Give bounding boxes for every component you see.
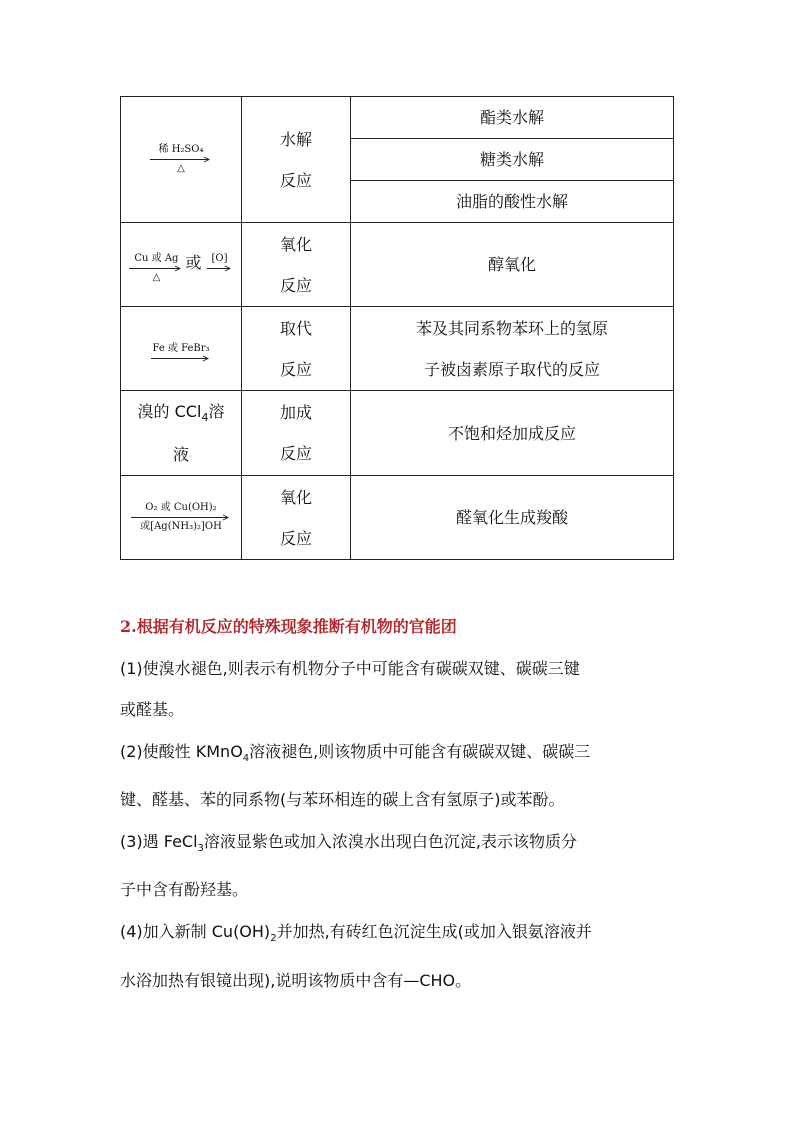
reaction-type-cell xyxy=(242,223,351,307)
condition-reagent: Fe 或 FeBr₃ xyxy=(152,342,210,354)
paragraph-text: 溶液显紫色或加入浓溴水出现白色沉淀,表示该物质分 xyxy=(203,831,578,851)
reaction-description-cell xyxy=(351,307,674,391)
table-row xyxy=(121,391,674,476)
reaction-arrow-icon xyxy=(207,265,233,272)
paragraph-3 xyxy=(120,821,680,911)
functional-group-section xyxy=(120,606,680,1001)
description-item: 糖类水解 xyxy=(351,138,673,180)
reaction-type-cell xyxy=(242,476,351,560)
reaction-type-line: 取代 xyxy=(279,318,312,338)
table-row xyxy=(121,307,674,391)
reaction-type-line: 反应 xyxy=(279,528,312,548)
reaction-type-line: 水解 xyxy=(279,129,312,149)
condition-heat: △ xyxy=(177,163,185,174)
condition-reagent: 稀 H₂SO₄ xyxy=(158,144,204,155)
reaction-type-line: 反应 xyxy=(279,275,312,295)
reaction-arrow-icon xyxy=(129,265,183,272)
reaction-description-cell xyxy=(351,476,674,560)
condition-heat: △ xyxy=(152,271,161,283)
subscript: 2 xyxy=(270,933,277,945)
description-item: 醇氧化 xyxy=(487,255,536,274)
reaction-type-cell xyxy=(242,391,351,476)
paragraph-1 xyxy=(120,648,680,731)
paragraph-line: 键、醛基、苯的同系物(与苯环相连的碳上含有氢原子)或苯酚。 xyxy=(120,790,565,810)
subscript: 4 xyxy=(201,411,209,424)
description-item: 油脂的酸性水解 xyxy=(351,180,673,222)
reaction-type-line: 反应 xyxy=(279,359,312,379)
table-row xyxy=(121,476,674,560)
paragraph-line: 水浴加热有银镜出现),说明该物质中含有—CHO。 xyxy=(120,970,472,990)
condition-reagent-line xyxy=(121,391,241,434)
subscript: 3 xyxy=(197,842,204,854)
reaction-condition-cell xyxy=(121,307,242,391)
description-item: 醛氧化生成羧酸 xyxy=(455,508,568,527)
paragraph-text: (4)加入新制 Cu(OH) xyxy=(120,921,271,941)
description-item: 子被卤素原子取代的反应 xyxy=(423,359,600,379)
reaction-type-cell xyxy=(242,307,351,391)
reaction-type-cell xyxy=(242,97,351,223)
reaction-arrow-icon xyxy=(131,514,231,521)
table-row xyxy=(121,97,674,223)
condition-text: 溴的 CCl xyxy=(137,402,202,421)
description-item: 酯类水解 xyxy=(479,108,544,127)
reaction-type-line: 加成 xyxy=(279,403,312,422)
paragraph-2 xyxy=(120,731,680,821)
description-item: 不饱和烃加成反应 xyxy=(447,423,576,443)
reaction-condition-table xyxy=(120,96,674,560)
reaction-condition-cell xyxy=(121,476,242,560)
condition-or: 或 xyxy=(185,252,202,272)
reaction-condition-cell xyxy=(121,223,242,307)
paragraph-line: (1)使溴水褪色,则表示有机物分子中可能含有碳碳双键、碳碳三键 xyxy=(120,658,580,678)
reaction-type-line: 氧化 xyxy=(279,234,312,254)
reaction-description-cell xyxy=(351,223,674,307)
subscript: 4 xyxy=(242,752,250,764)
paragraph-text: (3)遇 FeCl xyxy=(120,831,198,851)
reaction-type-line: 反应 xyxy=(279,170,312,190)
paragraph-text: 并加热,有砖红色沉淀生成(或加入银氨溶液并 xyxy=(276,921,592,941)
description-item: 苯及其同系物苯环上的氢原 xyxy=(415,318,608,338)
condition-reagent: O₂ 或 Cu(OH)₂ xyxy=(145,502,217,513)
paragraph-text: (2)使酸性 KMnO xyxy=(120,741,243,761)
section-heading: 2.根据有机反应的特殊现象推断有机物的官能团 xyxy=(120,617,457,636)
condition-text: 溶 xyxy=(208,402,225,421)
reaction-type-line: 反应 xyxy=(279,444,312,463)
paragraph-line: 子中含有酚羟基。 xyxy=(120,880,249,900)
reaction-arrow-icon xyxy=(151,355,211,362)
reaction-type-line: 氧化 xyxy=(279,487,312,507)
reaction-description-cell xyxy=(351,391,674,476)
condition-reagent-alt: 或[Ag(NH₃)₂]OH xyxy=(140,521,222,532)
condition-text: 液 xyxy=(172,445,189,464)
reaction-description-cell xyxy=(351,97,674,223)
condition-reagent: Cu 或 Ag xyxy=(134,252,179,264)
paragraph-line: 或醛基。 xyxy=(120,700,185,719)
paragraph-4 xyxy=(120,911,680,1001)
table-row xyxy=(121,223,674,307)
paragraph-text: 溶液褪色,则该物质中可能含有碳碳双键、碳碳三 xyxy=(249,741,591,761)
reaction-condition-cell xyxy=(121,391,242,476)
condition-oxidant: [O] xyxy=(211,252,228,264)
reaction-arrow-icon xyxy=(150,156,212,163)
reaction-condition-cell xyxy=(121,97,242,223)
